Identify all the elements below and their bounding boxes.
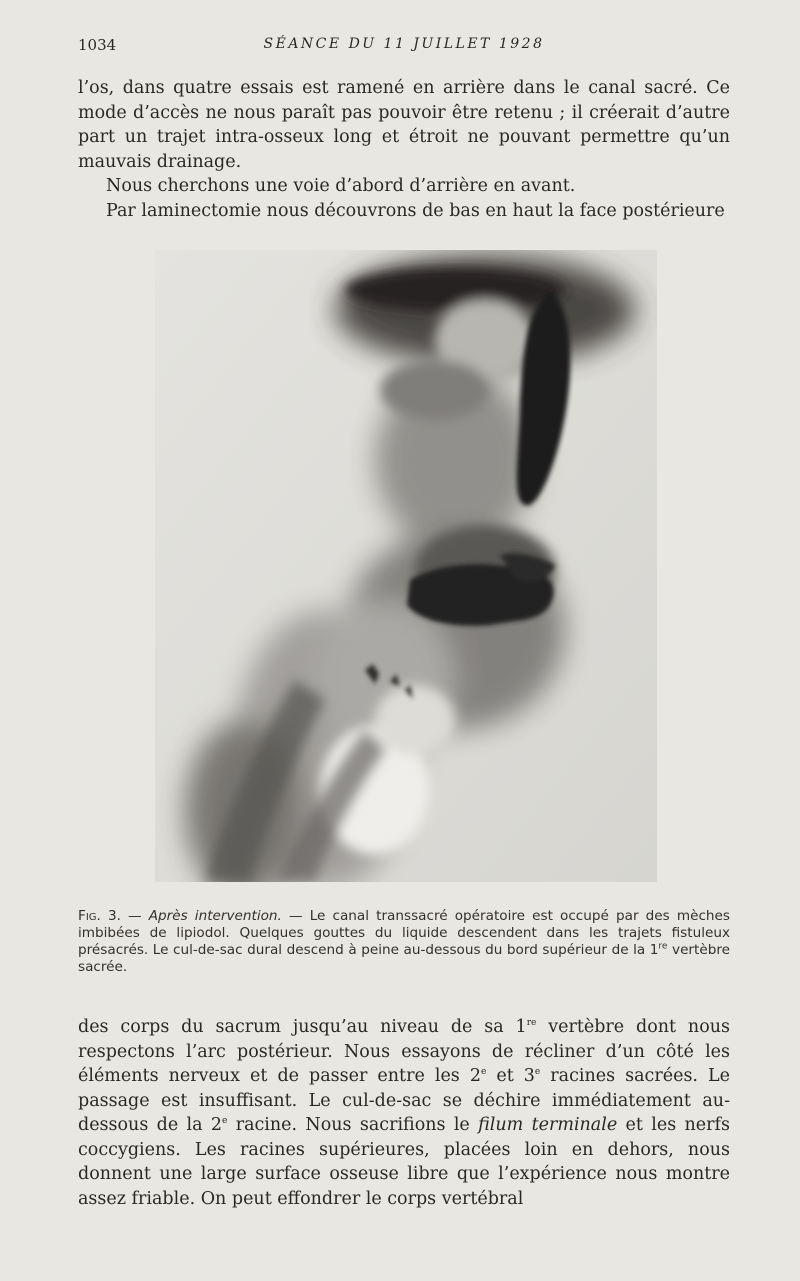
figure-title: Après intervention. bbox=[148, 908, 282, 924]
running-title: SÉANCE DU 11 JUILLET 1928 bbox=[263, 36, 545, 52]
superscript: e bbox=[222, 1116, 228, 1127]
text-run: et 3 bbox=[486, 1066, 535, 1086]
caption-dash: — bbox=[128, 908, 142, 924]
paragraph: Nous cherchons une voie d’abord d’arrière en avant. bbox=[106, 176, 576, 196]
paragraph: Par laminectomie nous découvrons de bas en haut la face postérieure bbox=[106, 200, 725, 221]
figure-caption bbox=[78, 908, 730, 976]
superscript: e bbox=[534, 1067, 541, 1078]
bottom-text-block bbox=[78, 1015, 730, 1211]
top-text-block bbox=[78, 76, 730, 223]
text-run: racines sacrées. Le passage est insuffisant. Le cul-de-sac se déchire immédiatement au-dessous de la 2 bbox=[78, 1066, 731, 1135]
text-run: et les nerfs coccygiens. Les racines supérieures, placées loin en dehors, nous donnent une large surface osseuse libre que l’expérience nous montre assez friable. On peut effondrer le corps vertébral bbox=[78, 1115, 730, 1209]
text-run: vertèbre dont nous respectons l’arc postérieur. Nous essayons de récliner d’un côté les éléments nerveux et de passer entre les 2 bbox=[78, 1017, 730, 1086]
superscript: re bbox=[526, 1018, 537, 1029]
italic-term: filum terminale bbox=[478, 1115, 618, 1135]
xray-figure bbox=[155, 250, 657, 882]
text-run: racine. Nous sacrifions le bbox=[227, 1115, 479, 1135]
text-run: des corps du sacrum jusqu’au niveau de sa 1 bbox=[78, 1017, 527, 1037]
xray-image bbox=[155, 250, 657, 882]
caption-text: vertèbre sacrée. bbox=[78, 942, 730, 975]
caption-text: Le canal transsacré opératoire est occupé par des mèches imbibées de lipiodol. Quelques gouttes du liquide descendent dans les trajets fistuleux présacrés. Le cul-de-sac dural descend à peine au-dessous du bord supérieur de la 1 bbox=[78, 908, 730, 958]
caption-superscript: re bbox=[658, 941, 668, 952]
superscript: e bbox=[480, 1067, 487, 1078]
running-head bbox=[78, 36, 730, 58]
caption-dash: — bbox=[288, 908, 303, 924]
paragraph: l’os, dans quatre essais est ramené en arrière dans le canal sacré. Ce mode d’accès ne nous paraît pas pouvoir être retenu ; il créerait d’autre part un trajet intra-osseux long et étroit ne pouvant permettre qu’un mauvais drainage. bbox=[78, 78, 730, 172]
paragraph bbox=[78, 1015, 730, 1211]
figure-label: Fig. 3. bbox=[78, 908, 121, 924]
page-number: 1034 bbox=[78, 36, 117, 54]
